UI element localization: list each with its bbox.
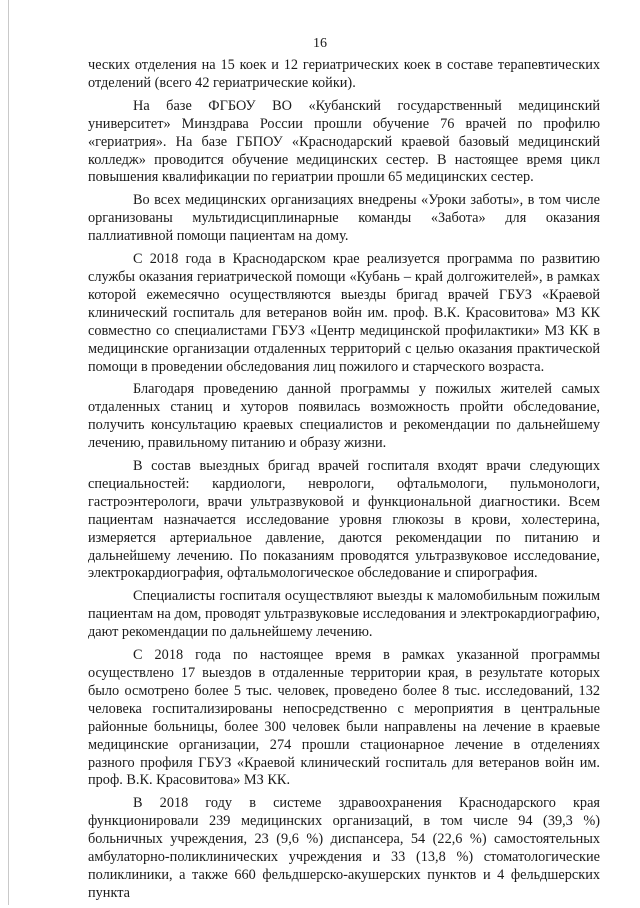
binding-margin-line (8, 0, 9, 905)
paragraph-care-lessons: Во всех медицинских организациях внедрены «Уроки заботы», в том числе организованы мультидисциплинарные команды «Забота» для оказания паллиативной помощи пациентам на дому. (88, 192, 600, 245)
paragraph-program-results: С 2018 года по настоящее время в рамках указанной программы осуществлено 17 выездов в отдаленные территории края, в результате которых было осмотрено более 5 тыс. человек, проведено более 8 тыс. исследований, 132 человека госпитализированы непосредственно с мероприятия в центральные районные больницы, более 300 человек были направлены на лечение в краевые медицинские организации, 274 прошли стационарное лечение в отделениях разного профиля ГБУЗ «Краевой клинический госпиталь для ветеранов войн им. проф. В.К. Красовитова» МЗ КК. (88, 647, 600, 789)
paragraph-healthcare-system: В 2018 году в системе здравоохранения Краснодарского края функционировали 239 медицинских организаций, в том числе 94 (39,3 %) больничных учреждения, 23 (9,6 %) диспансера, 54 (22,6 %) самостоятельных амбулаторно-поликлинических учреждения и 33 (13,8 %) стоматологические поликлиники, а также 660 фельдшерско-акушерских пунктов и 4 фельдшерских пункта (88, 795, 600, 901)
paragraph-continuation: ческих отделения на 15 коек и 12 гериатрических коек в составе терапевтических отделений (всего 42 гериатрические койки). (88, 57, 600, 91)
page-number: 16 (313, 36, 327, 51)
paragraph-program-benefits: Благодаря проведению данной программы у пожилых жителей самых отдаленных станиц и хуторов появилась возможность пройти обследование, получить консультацию краевых специалистов и рекомендации по дальнейшему лечению, правильному питанию и образу жизни. (88, 381, 600, 452)
paragraph-home-visits: Специалисты госпиталя осуществляют выезды к маломобильным пожилым пациентам на дом, проводят ультразвуковые исследования и электрокардиографию, дают рекомендации по дальнейшему лечению. (88, 588, 600, 641)
paragraph-education: На базе ФГБОУ ВО «Кубанский государственный медицинский университет» Минздрава России прошли обучение 76 врачей по профилю «гериатрия». На базе ГБПОУ «Краснодарский краевой базовый медицинский колледж» проводится обучение медицинских сестер. В настоящее время цикл повышения квалификации по гериатрии прошли 65 медицинских сестер. (88, 97, 600, 186)
paragraph-brigade-composition: В состав выездных бригад врачей госпиталя входят врачи следующих специальностей: кардиологи, неврологи, офтальмологи, пульмонологи, гастроэнтерологи, врачи ультразвуковой и функциональной диагностики. Всем пациентам назначается исследование уровня глюкозы в крови, холестерина, измеряется артериальное давление, даются рекомендации по питанию и дальнейшему лечению. По показаниям проводятся ультразвуковое исследование, электрокардиография, офтальмологическое обследование и спирография. (88, 458, 600, 582)
body-text (88, 57, 600, 908)
paragraph-program: С 2018 года в Краснодарском крае реализуется программа по развитию службы оказания гериатрической помощи «Кубань – край долгожителей», в рамках которой ежемесячно осуществляются выезды бригад врачей ГБУЗ «Краевой клинический госпиталь для ветеранов войн им. проф. В.К. Красовитова» МЗ КК совместно со специалистами ГБУЗ «Центр медицинской профилактики» МЗ КК в медицинские организации отдаленных территорий с целью оказания практической помощи в проведении обследования лиц пожилого и старческого возраста. (88, 251, 600, 375)
